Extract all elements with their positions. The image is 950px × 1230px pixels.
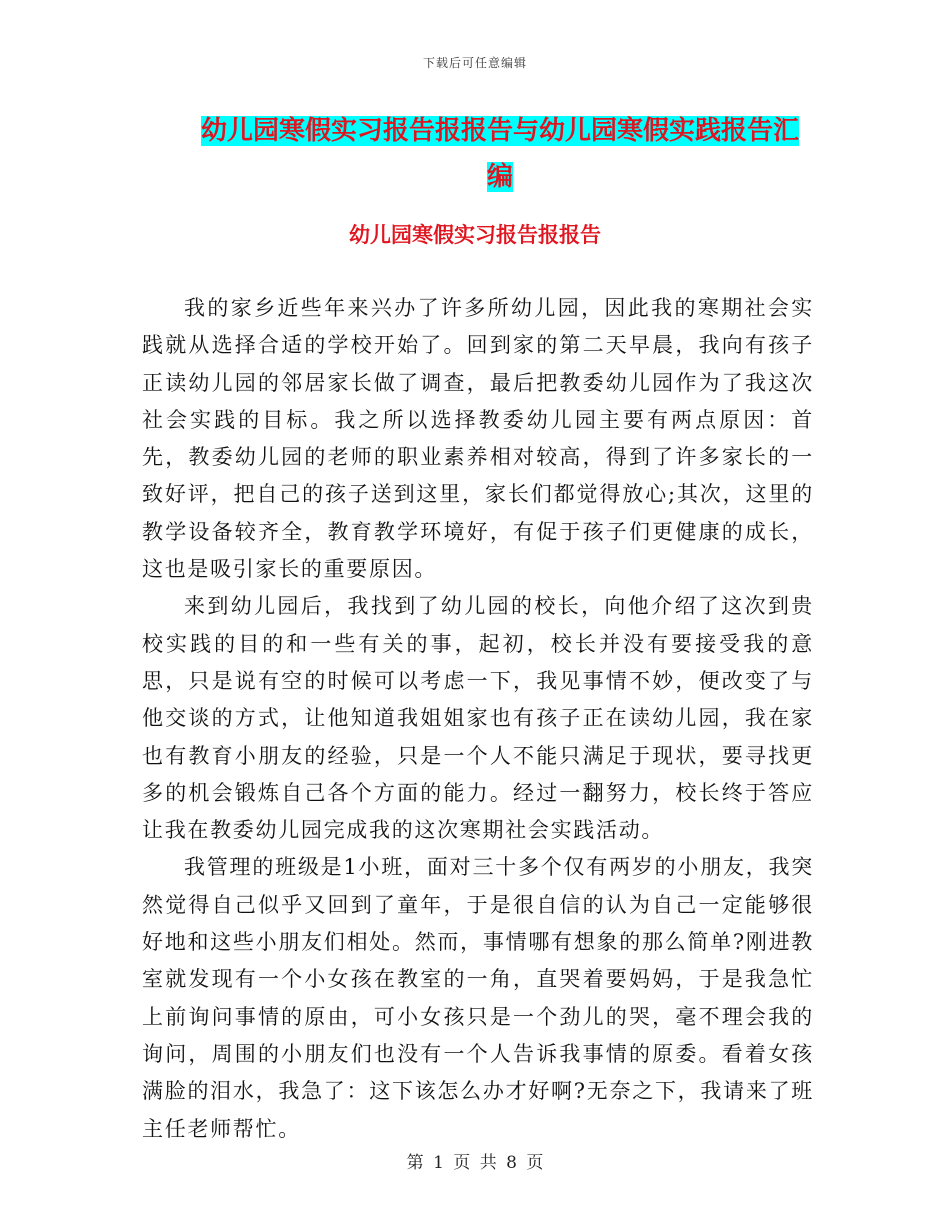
header-note: 下载后可任意编辑 xyxy=(422,56,527,70)
section-title: 幼儿园寒假实习报告报报告 xyxy=(349,222,601,247)
paragraph-3: 我管理的班级是1小班，面对三十多个仅有两岁的小朋友，我突然觉得自己似乎又回到了童年，于是很自信的认为自己一定能够很好地和这些小朋友们相处。然而，事情哪有想象的那么简单?刚进教室就发现有一个小女孩在教室的一角，直哭着要妈妈，于是我急忙上前询问事情的原由，可小女孩只是一个劲儿的哭，毫不理会我的询问，周围的小朋友们也没有一个人告诉我事情的原委。看着女孩满脸的泪水，我急了：这下该怎么办才好啊?无奈之下，我请来了班主任老师帮忙。 xyxy=(142,855,814,1141)
body-text xyxy=(142,290,814,1148)
page-footer: 第 1 页 共 8 页 xyxy=(406,1153,544,1173)
paragraph-1: 我的家乡近些年来兴办了许多所幼儿园，因此我的寒期社会实践就从选择合适的学校开始了。回到家的第二天早晨，我向有孩子正读幼儿园的邻居家长做了调查，最后把教委幼儿园作为了我这次社会实践的目标。我之所以选择教委幼儿园主要有两点原因：首先，教委幼儿园的老师的职业素养相对较高，得到了许多家长的一致好评，把自己的孩子送到这里，家长们都觉得放心;其次，这里的教学设备较齐全，教育教学环境好，有促于孩子们更健康的成长，这也是吸引家长的重要原因。 xyxy=(142,296,814,582)
document-title-highlight: 幼儿园寒假实习报告报报告与幼儿园寒假实践报告汇编 xyxy=(200,116,799,192)
paragraph-2: 来到幼儿园后，我找到了幼儿园的校长，向他介绍了这次到贵校实践的目的和一些有关的事，起初，校长并没有要接受我的意思，只是说有空的时候可以考虑一下，我见事情不妙，便改变了与他交谈的方式，让他知道我姐姐家也有孩子正在读幼儿园，我在家也有教育小朋友的经验，只是一个人不能只满足于现状，要寻找更多的机会锻炼自己各个方面的能力。经过一翻努力，校长终于答应让我在教委幼儿园完成我的这次寒期社会实践活动。 xyxy=(142,594,814,843)
document-title xyxy=(190,108,810,200)
